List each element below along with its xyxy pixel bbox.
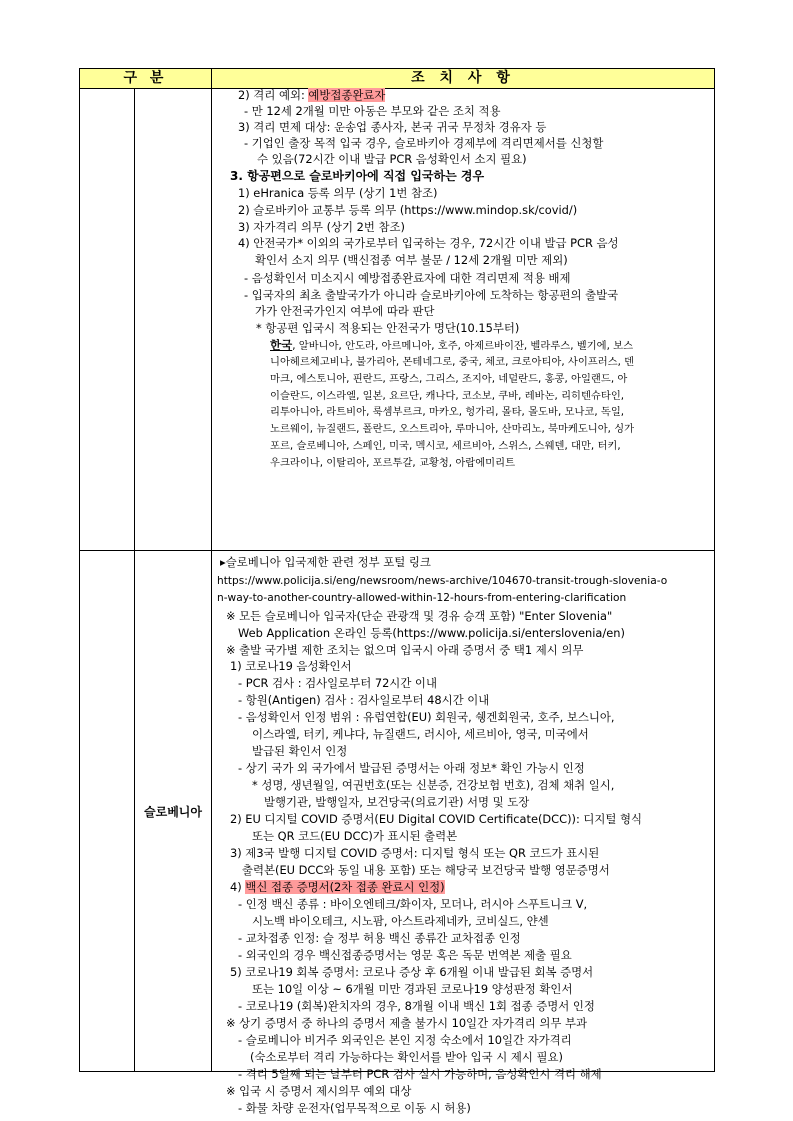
line-text: 노르웨이, 뉴질랜드, 폴란드, 오스트리아, 루마니아, 산마리노, 북마케도니아, 싱가 — [270, 423, 635, 435]
slovenia-line — [217, 590, 626, 606]
slovakia-line — [270, 421, 634, 437]
slovenia-line — [226, 642, 583, 658]
line-text: ※ 모든 슬로베니아 입국자(단순 관광객 및 경유 승객 포함) "Enter Slovenia" — [226, 609, 613, 623]
slovenia-line — [250, 1049, 563, 1065]
line-text: https://www.policija.si/eng/newsroom/news-archive/104670-transit-trough-slovenia-o — [217, 575, 668, 587]
slovenia-line — [238, 1032, 572, 1048]
line-text: ▸슬로베니아 입국제한 관련 정부 포털 링크 — [220, 555, 431, 569]
line-text: - 만 12세 2개월 미만 아동은 부모와 같은 조치 적용 — [244, 104, 501, 118]
table-header — [80, 69, 714, 89]
slovenia-line — [238, 675, 437, 691]
slovakia-line — [270, 455, 515, 471]
country-name-slovenia: 슬로베니아 — [144, 804, 202, 819]
slovakia-line — [244, 270, 571, 286]
blank-cell — [80, 89, 135, 551]
line-text: - 교차접종 인정: 슬 정부 허용 백신 종류간 교차접종 인정 — [238, 931, 521, 945]
slovakia-line — [238, 235, 619, 251]
slovenia-line — [238, 760, 585, 776]
slovenia-line — [238, 692, 489, 708]
korea-emphasis: 한국 — [270, 338, 293, 352]
country-cell-slovakia — [135, 89, 212, 551]
slovenia-line — [252, 726, 589, 742]
line-text: - 격리 5일째 되는 날부터 PCR 검사 실시 가능하며, 음성확인시 격리 해제 — [238, 1067, 602, 1081]
line-text: 4) 안전국가* 이외의 국가로부터 입국하는 경우, 72시간 이내 발급 PCR 음성 — [238, 236, 619, 250]
line-text: 발급된 확인서 인정 — [252, 744, 348, 758]
slovenia-line — [238, 1100, 471, 1116]
slovakia-line — [270, 337, 633, 354]
line-text: 우크라이나, 이탈리아, 포르투갈, 교황청, 아랍에미리트 — [270, 457, 516, 469]
line-text: 마크, 에스토니아, 핀란드, 프랑스, 그리스, 조지아, 네덜란드, 홍콩, 아일랜드, 아 — [270, 373, 628, 385]
slovenia-line — [238, 896, 587, 912]
slovakia-line — [270, 404, 624, 420]
line-text: 확인서 소지 의무 (백신접종 여부 불문 / 12세 2개월 미만 제외) — [255, 253, 568, 267]
country-cell-slovenia — [135, 551, 212, 1071]
blank-cell — [80, 551, 135, 1071]
line-text: - 상기 국가 외 국가에서 발급된 증명서는 아래 정보* 확인 가능시 인정 — [238, 761, 585, 775]
line-text: 5) 코로나19 회복 증명서: 코로나 증상 후 6개월 이내 발급된 회복 증명서 — [230, 965, 594, 979]
slovenia-line — [226, 1083, 411, 1099]
slovenia-line — [252, 777, 614, 793]
slovenia-line — [226, 1015, 587, 1031]
slovenia-line — [242, 862, 610, 878]
slovakia-line — [238, 87, 385, 103]
line-text: - PCR 검사 : 검사일로부터 72시간 이내 — [238, 676, 437, 690]
slovenia-line — [238, 709, 615, 725]
line-text: 니아헤르체고비나, 불가리아, 몬테네그로, 중국, 체코, 크로아티아, 사이프러스, 덴 — [270, 356, 635, 368]
line-text: ※ 출발 국가별 제한 조치는 없으며 입국시 아래 증명서 중 택1 제시 의무 — [226, 643, 584, 657]
slovenia-line — [252, 828, 457, 844]
line-text: - 인정 백신 종류 : 바이오엔테크/화이자, 모더나, 러시아 스푸트니크 V, — [238, 897, 588, 911]
line-text: - 외국인의 경우 백신접종증명서는 영문 혹은 독문 번역본 제출 필요 — [238, 948, 572, 962]
line-text: 3) 격리 면제 대상: 운송업 종사자, 본국 귀국 무정차 경유자 등 — [238, 120, 547, 134]
slovakia-line — [238, 202, 577, 218]
slovakia-line — [244, 135, 603, 151]
slovenia-line — [238, 1066, 602, 1082]
line-text: - 기업인 출장 목적 입국 경우, 슬로바키아 경제부에 격리면제서를 신청할 — [244, 136, 604, 150]
measures-table — [79, 68, 715, 1115]
line-text: 2) EU 디지털 COVID 증명서(EU Digital COVID Certificate(DCC)): 디지털 형식 — [230, 812, 643, 826]
slovenia-line — [264, 794, 529, 810]
line-text: ※ 입국 시 증명서 제시의무 예외 대상 — [226, 1084, 412, 1098]
slovakia-line — [257, 151, 527, 167]
slovakia-line — [270, 438, 621, 454]
slovakia-line — [256, 320, 519, 336]
slovenia-line — [230, 658, 351, 674]
slovakia-line — [270, 388, 624, 404]
line-text: 포르, 슬로베니아, 스페인, 미국, 멕시코, 세르비아, 스위스, 스웨덴, 대만, 터키, — [270, 440, 621, 452]
line-text: 리투아니아, 라트비아, 룩셈부르크, 마카오, 헝가리, 몰타, 몰도바, 모나코, 독일, — [270, 406, 625, 418]
slovakia-line — [270, 354, 634, 370]
line-text: 1) eHranica 등록 의무 (상기 1번 참조) — [238, 186, 438, 200]
slovenia-line — [220, 554, 431, 570]
line-text: - 코로나19 (회복)완치자의 경우, 8개월 이내 백신 1회 접종 증명서 인정 — [238, 999, 595, 1013]
line-text: - 입국자의 최초 출발국가가 아니라 슬로바키아에 도착하는 항공편의 출발국 — [244, 288, 619, 302]
slovakia-line — [238, 185, 437, 201]
slovenia-line — [217, 573, 667, 589]
slovakia-line — [244, 103, 501, 119]
slovenia-line — [238, 947, 572, 963]
slovenia-line — [238, 998, 595, 1014]
line-text: - 슬로베니아 비거주 외국인은 본인 지정 숙소에서 10일간 자가격리 — [238, 1033, 572, 1047]
line-text: n-way-to-another-country-allowed-within-12-hours-from-entering-clarification — [217, 592, 627, 604]
line-text: , 알바니아, 안도라, 아르메니아, 호주, 아제르바이잔, 벨라루스, 벨기에, 보스 — [292, 340, 634, 352]
line-text: 4) — [230, 880, 246, 894]
line-text: - 항원(Antigen) 검사 : 검사일로부터 48시간 이내 — [238, 693, 490, 707]
line-text: - 음성확인서 인정 범위 : 유럽연합(EU) 회원국, 쉥겐회원국, 호주, 보스니아, — [238, 710, 615, 724]
line-text: ※ 상기 증명서 중 하나의 증명서 제출 불가시 10일간 자가격리 의무 부과 — [226, 1016, 587, 1030]
line-text: - 음성확인서 미소지시 예방접종완료자에 대한 격리면제 적용 배제 — [244, 271, 571, 285]
slovakia-measures — [212, 89, 714, 551]
slovenia-line — [230, 879, 445, 895]
slovakia-line — [230, 168, 484, 184]
slovakia-line — [255, 303, 435, 319]
line-text: 이스라엘, 터키, 케냐다, 뉴질랜드, 러시아, 세르비아, 영국, 미국에서 — [252, 727, 589, 741]
line-text: 시노백 바이오테크, 시노팜, 아스트라제네카, 코비실드, 얀센 — [252, 914, 549, 928]
slovakia-line — [238, 219, 405, 235]
line-text: 3. 항공편으로 슬로바키아에 직접 입국하는 경우 — [230, 169, 485, 183]
line-text: 또는 QR 코드(EU DCC)가 표시된 출력본 — [252, 829, 458, 843]
line-text: 2) 격리 예외: — [238, 88, 309, 102]
line-text: 3) 제3국 발행 디지털 COVID 증명서: 디지털 형식 또는 QR 코드가 표시된 — [230, 846, 600, 860]
line-text: (숙소로부터 격리 가능하다는 확인서를 받아 입국 시 제시 필요) — [250, 1050, 563, 1064]
line-text: Web Application 온라인 등록(https://www.policija.si/enterslovenia/en) — [238, 626, 625, 640]
line-text: 또는 10일 이상 ~ 6개월 미만 경과된 코로나19 양성판정 확인서 — [252, 982, 573, 996]
header-measures: 조 치 사 항 — [411, 70, 515, 86]
slovakia-line — [255, 252, 568, 268]
slovakia-line — [238, 119, 546, 135]
slovenia-line — [226, 608, 612, 624]
header-category: 구 분 — [80, 69, 212, 88]
slovakia-line — [270, 371, 627, 387]
slovenia-line — [238, 930, 521, 946]
line-text: 발행기관, 발행일자, 보건당국(의료기관) 서명 및 도장 — [264, 795, 530, 809]
slovenia-line — [230, 964, 593, 980]
line-text: * 성명, 생년월일, 여권번호(또는 신분증, 건강보험 번호), 검체 채취 일시, — [252, 778, 615, 792]
line-text: 이슬란드, 이스라엘, 일본, 요르단, 캐나다, 코소보, 쿠바, 레바논, 리히텐슈타인, — [270, 390, 625, 402]
line-text: * 항공편 입국시 적용되는 안전국가 명단(10.15부터) — [256, 321, 520, 335]
slovenia-line — [230, 811, 642, 827]
slovenia-measures — [212, 551, 714, 1115]
line-text: 출력본(EU DCC와 동일 내용 포함) 또는 해당국 보건당국 발행 영문증명서 — [242, 863, 610, 877]
slovenia-line — [252, 913, 549, 929]
slovenia-line — [230, 845, 599, 861]
slovenia-line — [252, 981, 572, 997]
highlighted-text: 예방접종완료자 — [308, 88, 386, 102]
line-text: - 화물 차량 운전자(업무목적으로 이동 시 허용) — [238, 1101, 471, 1115]
line-text: 수 있음(72시간 이내 발급 PCR 음성확인서 소지 필요) — [257, 152, 527, 166]
slovakia-line — [244, 287, 618, 303]
slovenia-line — [238, 625, 625, 641]
line-text: 3) 자가격리 의무 (상기 2번 참조) — [238, 220, 405, 234]
slovenia-line — [252, 743, 347, 759]
line-text: 2) 슬로바키아 교통부 등록 의무 (https://www.mindop.sk/covid/) — [238, 203, 578, 217]
highlighted-text: 백신 접종 증명서(2차 접종 완료시 인정) — [245, 880, 445, 894]
line-text: 1) 코로나19 음성확인서 — [230, 659, 352, 673]
line-text: 가가 안전국가인지 여부에 따라 판단 — [255, 304, 435, 318]
